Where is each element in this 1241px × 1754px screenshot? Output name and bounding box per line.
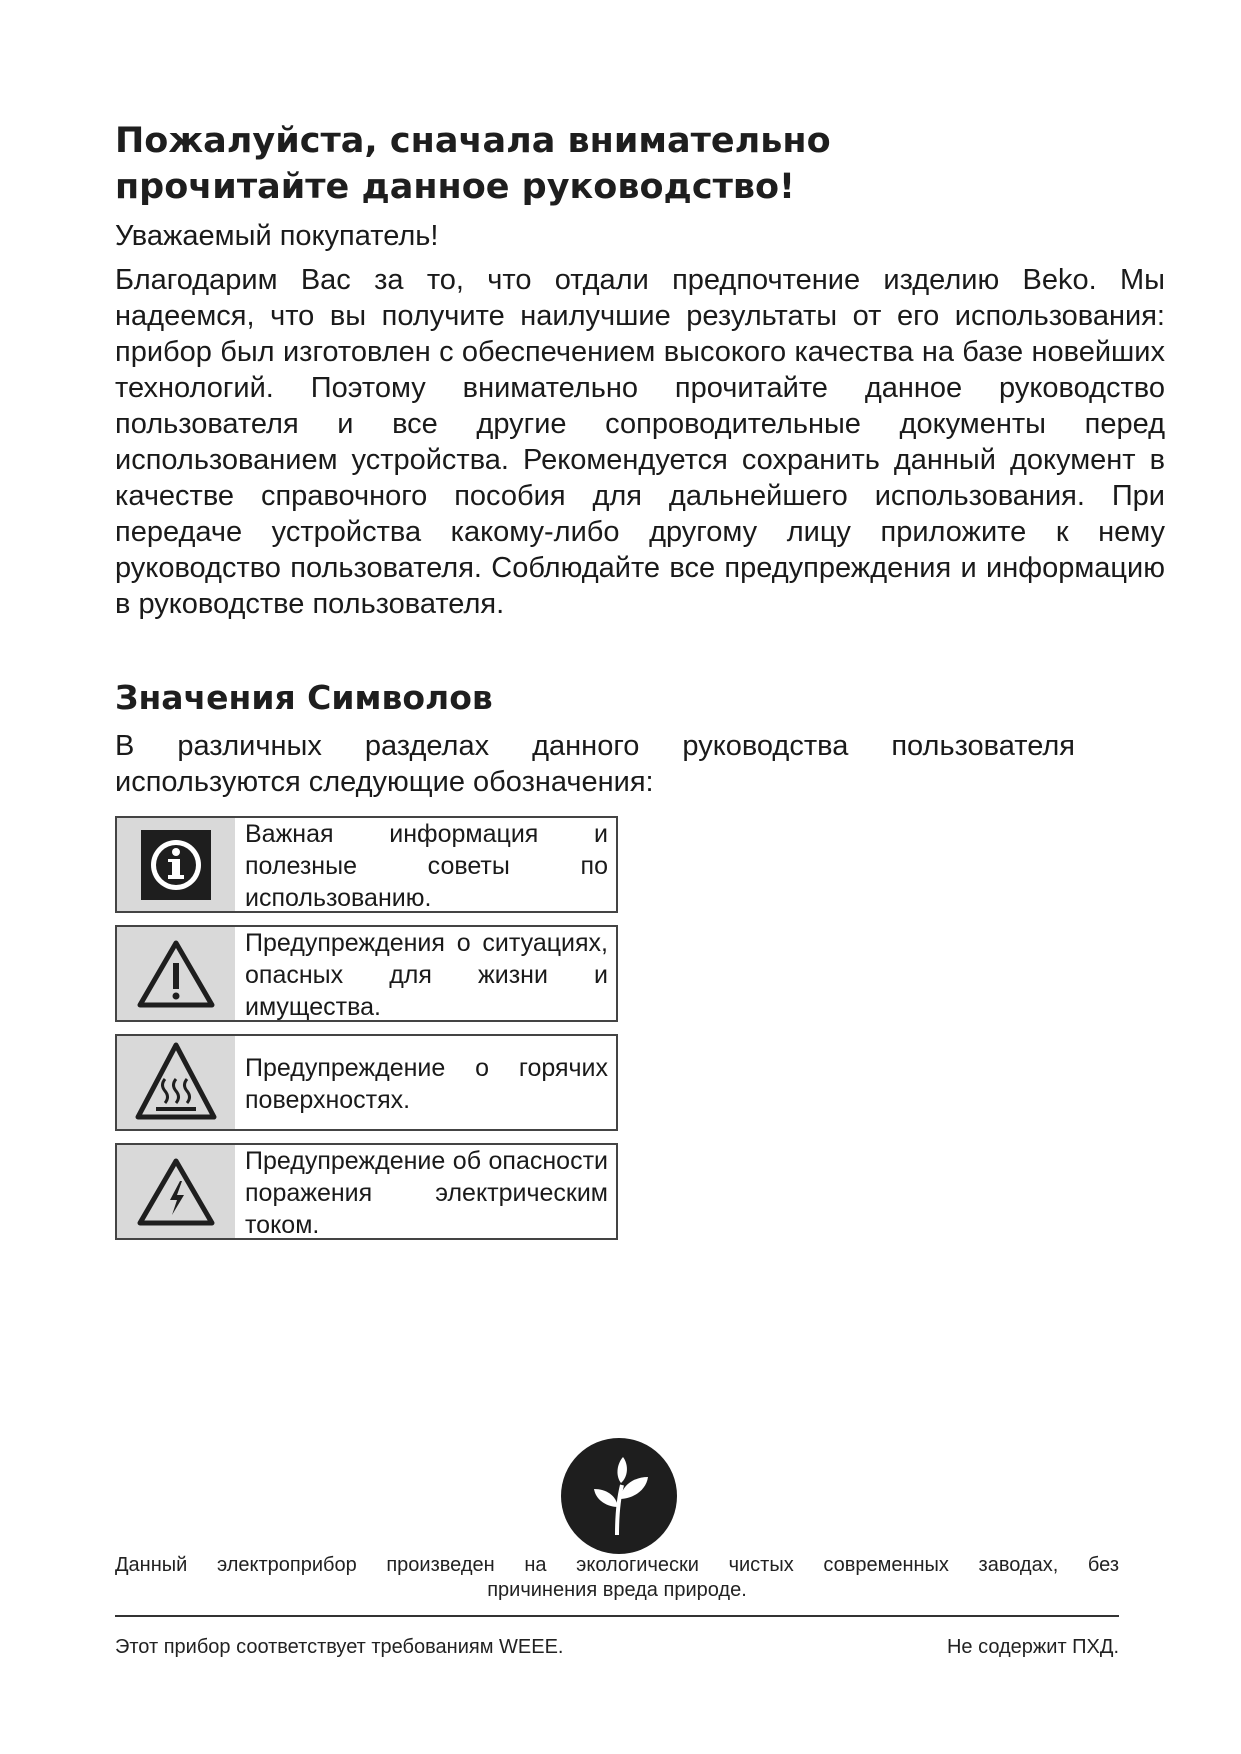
footer-divider [115,1615,1119,1617]
eco-statement [115,1553,1119,1603]
symbols-intro: В различных разделах данного руководства пользователя используются следующие обозначения: [115,730,1075,798]
eco-line-2: причинения вреда природе. [487,1579,747,1601]
symbol-label-warning: Предупреждения о ситуациях, опасных для жизни и имущества. [245,928,608,1021]
symbol-text-info [235,818,616,911]
warning-icon [117,927,235,1020]
symbol-label-electric-shock: Предупреждение об опасности поражения электрическим током. [245,1146,608,1239]
symbol-text-warning [235,927,616,1020]
intro-paragraph: Благодарим Вас за то, что отдали предпочтение изделию Beko. Мы надеемся, что вы получите наилучшие результаты от его использования: прибор был изготовлен с обеспечением высокого качества на базе новейших технологий. Поэтому внимательно прочитайте данное руководство пользователя и все другие сопроводительные документы перед использованием устройства. Рекомендуется сохранить данный документ в качестве справочного пособия для дальнейшего использования. При передаче устройства какому-либо другому лицу приложите к нему руководство пользователя. Соблюдайте все предупреждения и информацию в руководстве пользователя. [115,264,1165,620]
symbol-row-electric-shock [115,1143,618,1240]
weee-compliance: Этот прибор соответствует требованиям WEEE. [115,1636,564,1658]
manual-page [115,118,1165,1252]
symbol-row-warning [115,925,618,1022]
electric-shock-icon [117,1145,235,1238]
leaf-icon [560,1437,678,1555]
eco-line-1: Данный электроприбор произведен на экологически чистых современных заводах, без [115,1554,1119,1576]
hot-surface-icon [117,1036,235,1129]
page-title: Пожалуйста, сначала внимательно прочитайте данное руководство! [115,121,831,207]
symbol-row-info [115,816,618,913]
pcb-free-note: Не содержит ПХД. [946,1636,1119,1658]
greeting: Уважаемый покупатель! [115,220,439,252]
info-icon [117,818,235,911]
section-title-symbols: Значения Символов [115,678,493,717]
symbol-label-info: Важная информация и полезные советы по использованию. [245,819,608,912]
symbol-row-hot-surface [115,1034,618,1131]
symbol-text-hot-surface [235,1036,616,1129]
symbol-label-hot-surface: Предупреждение о горячих поверхностях. [245,1053,608,1114]
symbols-table [115,816,618,1240]
symbol-text-electric-shock [235,1145,616,1238]
